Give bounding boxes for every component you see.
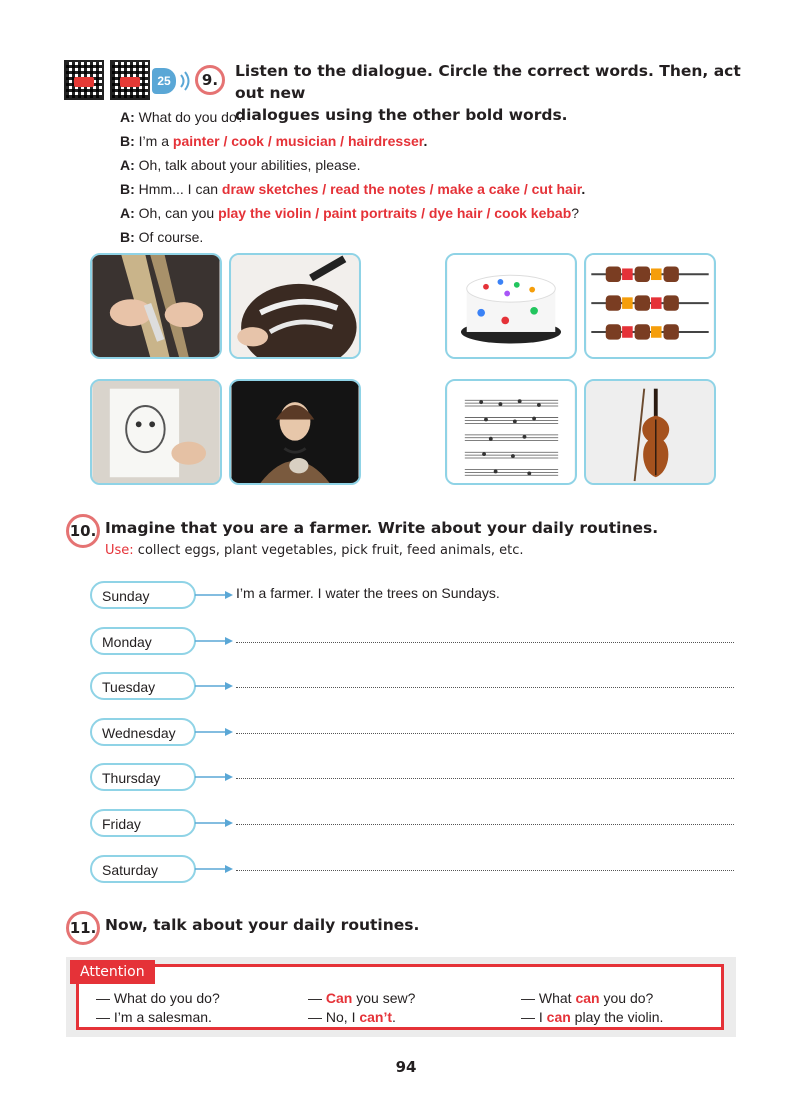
attention-line: — I can play the violin. bbox=[521, 1009, 664, 1025]
arrow-icon bbox=[195, 727, 233, 737]
attention-line: — Can you sew? bbox=[308, 990, 416, 1006]
attention-label: Attention bbox=[70, 960, 155, 984]
attention-line: — I’m a salesman. bbox=[96, 1009, 212, 1025]
photo-cake bbox=[445, 253, 577, 359]
attention-line: — No, I can’t. bbox=[308, 1009, 396, 1025]
arrow-icon bbox=[195, 636, 233, 646]
attention-column-1 bbox=[96, 989, 296, 1027]
example-sentence: I’m a farmer. I water the trees on Sundays. bbox=[236, 585, 500, 601]
dialogue bbox=[120, 105, 680, 249]
photo-violin bbox=[584, 379, 716, 485]
writing-line-friday[interactable] bbox=[236, 823, 734, 825]
page-number: 94 bbox=[395, 1058, 417, 1076]
day-wednesday: Wednesday bbox=[90, 718, 196, 746]
photo-sketch-drawing bbox=[90, 379, 222, 485]
day-friday: Friday bbox=[90, 809, 196, 837]
dialogue-line: A: Oh, talk about your abilities, please. bbox=[120, 157, 361, 173]
track-badge[interactable] bbox=[152, 68, 176, 94]
exercise-11-title: Now, talk about your daily routines. bbox=[105, 916, 420, 934]
writing-line-thursday[interactable] bbox=[236, 777, 734, 779]
day-tuesday: Tuesday bbox=[90, 672, 196, 700]
photo-sheet-music bbox=[445, 379, 577, 485]
arrow-icon bbox=[195, 818, 233, 828]
photo-dyeing-hair bbox=[229, 253, 361, 359]
exercise-10-title: Imagine that you are a farmer. Write about your daily routines. bbox=[105, 519, 659, 537]
photo-kebab bbox=[584, 253, 716, 359]
track-number: 25 bbox=[157, 74, 171, 88]
day-monday: Monday bbox=[90, 627, 196, 655]
dialogue-line: B: Hmm... I can draw sketches / read the notes / make a cake / cut hair. bbox=[120, 181, 586, 197]
use-hint: Use: collect eggs, plant vegetables, pick fruit, feed animals, etc. bbox=[105, 543, 524, 558]
exercise-10-number: 10. bbox=[66, 514, 100, 548]
qr-code-1[interactable] bbox=[64, 60, 104, 100]
dialogue-line: A: Oh, can you play the violin / paint portraits / dye hair / cook kebab? bbox=[120, 205, 580, 221]
day-sunday: Sunday bbox=[90, 581, 196, 609]
writing-line-saturday[interactable] bbox=[236, 869, 734, 871]
writing-line-tuesday[interactable] bbox=[236, 686, 734, 688]
photo-portrait-painting bbox=[229, 379, 361, 485]
photo-cutting-hair bbox=[90, 253, 222, 359]
writing-line-monday[interactable] bbox=[236, 641, 734, 643]
exercise-11-number: 11. bbox=[66, 911, 100, 945]
arrow-icon bbox=[195, 681, 233, 691]
dialogue-line: A: What do you do? bbox=[120, 109, 245, 125]
arrow-icon bbox=[195, 590, 233, 600]
writing-line-wednesday[interactable] bbox=[236, 732, 734, 734]
dialogue-line: B: Of course. bbox=[120, 229, 204, 245]
attention-line: — What do you do? bbox=[96, 990, 220, 1006]
exercise-9-number: 9. bbox=[195, 65, 225, 95]
day-thursday: Thursday bbox=[90, 763, 196, 791]
day-saturday: Saturday bbox=[90, 855, 196, 883]
exercise-9-title: Listen to the dialogue. Circle the correct words. Then, act out new dialogues using the other bold words. bbox=[235, 62, 741, 124]
qr-code-2[interactable] bbox=[110, 60, 150, 100]
speaker-icon bbox=[178, 70, 192, 92]
arrow-icon bbox=[195, 864, 233, 874]
attention-line: — What can you do? bbox=[521, 990, 654, 1006]
attention-column-3 bbox=[521, 989, 721, 1027]
arrow-icon bbox=[195, 772, 233, 782]
attention-column-2 bbox=[308, 989, 508, 1027]
dialogue-line: B: I’m a painter / cook / musician / hairdresser. bbox=[120, 133, 428, 149]
